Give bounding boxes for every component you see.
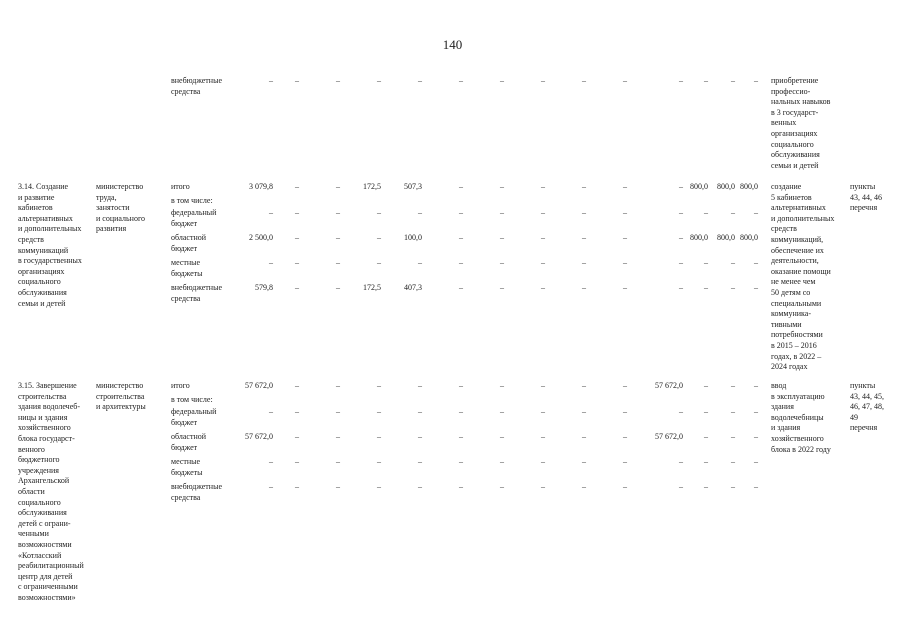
value-cell: – [295,258,299,267]
value-cell: – [377,76,381,85]
value-cell: – [377,258,381,267]
value-cell: – [582,182,586,191]
value-cell: – [541,208,545,217]
value-cell: – [295,283,299,292]
funding-source-label: внебюджетные средства [171,76,222,96]
value-cell: – [582,233,586,242]
value-cell: – [418,208,422,217]
value-cell: – [541,182,545,191]
value-cell: – [459,432,463,441]
value-cell: – [336,381,340,390]
value-cell: – [295,233,299,242]
value-cell: – [582,482,586,491]
value-cell: – [754,432,758,441]
value-cell: – [731,432,735,441]
value-cell: – [541,432,545,441]
value-cell: – [336,76,340,85]
value-cell: – [418,76,422,85]
value-cell: – [418,482,422,491]
value-cell: – [679,258,683,267]
value-cell: – [295,482,299,491]
value-cell: – [731,482,735,491]
value-cell: – [418,407,422,416]
executor: министерство строительства и архитектуры [96,381,146,412]
value-cell: – [295,457,299,466]
funding-source-label: областной бюджет [171,233,207,253]
value-cell: – [269,258,273,267]
value-cell: – [336,258,340,267]
value-cell: – [336,233,340,242]
value-cell: – [582,208,586,217]
value-cell: – [269,76,273,85]
value-cell: 507,3 [404,182,422,191]
value-cell: – [418,432,422,441]
value-cell: – [459,258,463,267]
funding-source-label: федеральный бюджет [171,208,217,228]
value-cell: – [731,76,735,85]
value-cell: – [541,233,545,242]
value-cell: – [336,482,340,491]
executor: министерство труда, занятости и социального развития [96,182,146,234]
value-cell: – [459,233,463,242]
value-cell: – [418,258,422,267]
value-cell: – [754,283,758,292]
value-cell: – [731,407,735,416]
value-cell: – [336,457,340,466]
value-cell: – [541,283,545,292]
value-cell: – [679,283,683,292]
value-cell: – [679,208,683,217]
value-cell: – [295,407,299,416]
funding-source-label: местные бюджеты [171,457,203,477]
expected-result: создание 5 кабинетов альтернативных и дополнительных средств коммуникаций, обеспечение их деятельности, оказание помощи не менее чем 50 детям со специальными коммуника- тивными потребностями в 2015 – 2016 годах, в 2022 – 2024 годах [771,182,835,372]
value-cell: – [704,457,708,466]
value-cell: – [459,381,463,390]
value-cell: – [500,208,504,217]
plan-points: пункты 43, 44, 45, 46, 47, 48, 49 перечня [850,381,884,433]
value-cell: – [679,182,683,191]
value-cell: – [679,457,683,466]
value-cell: – [679,407,683,416]
value-cell: – [623,381,627,390]
value-cell: – [459,76,463,85]
value-cell: – [731,258,735,267]
value-cell: 57 672,0 [655,432,683,441]
value-cell: 800,0 [740,182,758,191]
expected-result: ввод в эксплуатацию здания водолечебницы и здания хозяйственного блока в 2022 году [771,381,831,454]
value-cell: – [500,407,504,416]
value-cell: 800,0 [690,233,708,242]
value-cell: – [704,208,708,217]
value-cell: – [459,182,463,191]
value-cell: – [269,457,273,466]
value-cell: – [336,283,340,292]
value-cell: – [623,182,627,191]
value-cell: 579,8 [255,283,273,292]
value-cell: – [541,407,545,416]
value-cell: – [582,283,586,292]
value-cell: – [459,283,463,292]
value-cell: – [269,482,273,491]
value-cell: – [377,381,381,390]
value-cell: – [336,432,340,441]
value-cell: 3 079,8 [249,182,273,191]
value-cell: – [582,432,586,441]
value-cell: – [754,407,758,416]
funding-source-label: итого [171,182,190,191]
value-cell: – [704,258,708,267]
value-cell: 172,5 [363,283,381,292]
value-cell: – [295,182,299,191]
value-cell: – [500,182,504,191]
value-cell: 800,0 [690,182,708,191]
value-cell: – [754,208,758,217]
value-cell: 172,5 [363,182,381,191]
value-cell: – [731,457,735,466]
value-cell: – [459,482,463,491]
expected-result: приобретение профессио- нальных навыков в 3 государст- венных организациях социального обслуживания семьи и детей [771,76,831,170]
value-cell: – [295,76,299,85]
value-cell: – [679,233,683,242]
funding-source-label: итого [171,381,190,390]
value-cell: – [377,432,381,441]
value-cell: – [679,76,683,85]
value-cell: – [336,208,340,217]
value-cell: – [754,482,758,491]
value-cell: – [623,457,627,466]
value-cell: – [295,432,299,441]
value-cell: – [500,258,504,267]
value-cell: – [269,407,273,416]
value-cell: 57 672,0 [655,381,683,390]
value-cell: – [336,407,340,416]
value-cell: – [500,76,504,85]
value-cell: – [731,381,735,390]
value-cell: – [500,283,504,292]
value-cell: – [704,407,708,416]
activity-name: 3.15. Завершение строительства здания водолечеб- ницы и здания хозяйственного блока государст- венного бюджетного учреждения Архангельской области социального обслуживания детей с ограни- ченными возможностями «Котласский реабилитационный центр для детей с ограниченными возможностями» [18,381,84,602]
funding-source-label: внебюджетные средства [171,482,222,502]
value-cell: – [704,482,708,491]
value-cell: – [623,258,627,267]
value-cell: – [704,283,708,292]
value-cell: 2 500,0 [249,233,273,242]
value-cell: – [500,432,504,441]
value-cell: – [377,208,381,217]
value-cell: – [500,482,504,491]
value-cell: – [541,381,545,390]
value-cell: – [704,76,708,85]
plan-points: пункты 43, 44, 46 перечня [850,182,882,213]
value-cell: – [623,407,627,416]
value-cell: – [679,482,683,491]
funding-source-label: внебюджетные средства [171,283,222,303]
value-cell: – [500,457,504,466]
value-cell: – [459,407,463,416]
value-cell: – [541,76,545,85]
value-cell: 800,0 [717,233,735,242]
page-number: 140 [442,37,463,52]
value-cell: – [377,233,381,242]
value-cell: – [541,457,545,466]
value-cell: – [704,432,708,441]
value-cell: – [731,283,735,292]
funding-source-label: областной бюджет [171,432,207,452]
value-cell: – [582,457,586,466]
activity-name: 3.14. Создание и развитие кабинетов альтернативных и дополнительных средств коммуникаций в государственных организациях социального обслуживания семьи и детей [18,182,82,308]
value-cell: – [623,283,627,292]
value-cell: – [582,381,586,390]
value-cell: 800,0 [717,182,735,191]
value-cell: – [377,482,381,491]
value-cell: – [295,208,299,217]
value-cell: – [754,258,758,267]
value-cell: – [582,76,586,85]
value-cell: – [269,208,273,217]
value-cell: – [582,258,586,267]
value-cell: – [731,208,735,217]
value-cell: – [377,457,381,466]
value-cell: – [418,457,422,466]
value-cell: – [623,432,627,441]
value-cell: – [418,381,422,390]
funding-source-label: в том числе: [171,395,213,404]
value-cell: – [623,76,627,85]
funding-source-label: местные бюджеты [171,258,203,278]
value-cell: – [295,381,299,390]
funding-source-label: федеральный бюджет [171,407,217,427]
value-cell: – [582,407,586,416]
funding-source-label: в том числе: [171,196,213,205]
value-cell: – [500,233,504,242]
value-cell: – [754,457,758,466]
value-cell: 57 672,0 [245,381,273,390]
value-cell: – [500,381,504,390]
value-cell: 100,0 [404,233,422,242]
value-cell: – [541,258,545,267]
value-cell: – [623,208,627,217]
value-cell: 407,3 [404,283,422,292]
value-cell: – [704,381,708,390]
value-cell: – [377,407,381,416]
value-cell: 800,0 [740,233,758,242]
value-cell: – [541,482,545,491]
value-cell: – [336,182,340,191]
value-cell: – [623,482,627,491]
value-cell: – [754,76,758,85]
value-cell: – [459,208,463,217]
value-cell: 57 672,0 [245,432,273,441]
value-cell: – [754,381,758,390]
value-cell: – [459,457,463,466]
value-cell: – [623,233,627,242]
